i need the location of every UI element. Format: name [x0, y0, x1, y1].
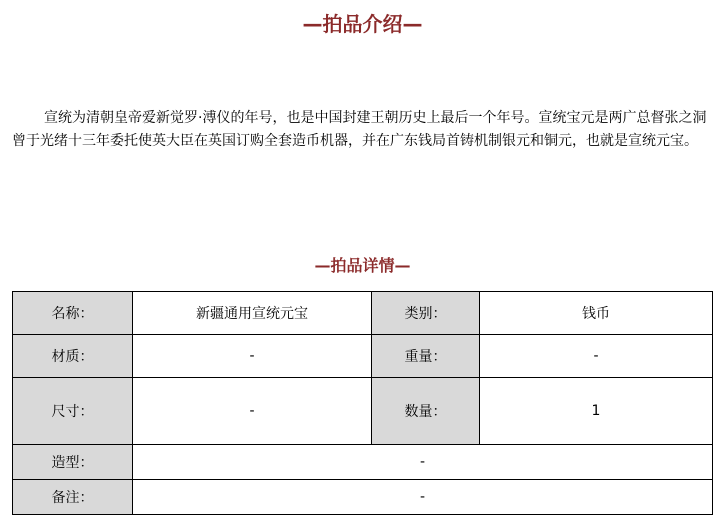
- category-value: 钱币: [480, 292, 713, 335]
- weight-value: -: [480, 335, 713, 378]
- table-row: [13, 292, 713, 335]
- material-label: 材质：: [13, 335, 133, 378]
- name-value: 新疆通用宣统元宝: [133, 292, 372, 335]
- category-label: 类别：: [372, 292, 480, 335]
- table-row: [13, 335, 713, 378]
- details-title: —拍品详情—: [314, 256, 411, 275]
- shape-label: 造型：: [13, 445, 133, 480]
- quantity-label: 数量：: [372, 378, 480, 445]
- material-value: -: [133, 335, 372, 378]
- note-label: 备注：: [13, 480, 133, 515]
- quantity-value: 1: [480, 378, 713, 445]
- table-row: [13, 445, 713, 480]
- details-table: [12, 291, 713, 515]
- shape-value: -: [133, 445, 713, 480]
- size-label: 尺寸：: [13, 378, 133, 445]
- intro-paragraph: 宣统为清朝皇帝爱新觉罗·溥仪的年号，也是中国封建王朝历史上最后一个年号。宣统宝元是两广总督张之洞曾于光绪十三年委托使英大臣在英国订购全套造币机器，并在广东钱局首铸机制银元和铜元，也就是宣统元宝。: [12, 110, 707, 149]
- page-title: —拍品介绍—: [302, 12, 423, 36]
- weight-label: 重量：: [372, 335, 480, 378]
- size-value: -: [133, 378, 372, 445]
- table-row: [13, 378, 713, 445]
- note-value: -: [133, 480, 713, 515]
- name-label: 名称：: [13, 292, 133, 335]
- table-row: [13, 480, 713, 515]
